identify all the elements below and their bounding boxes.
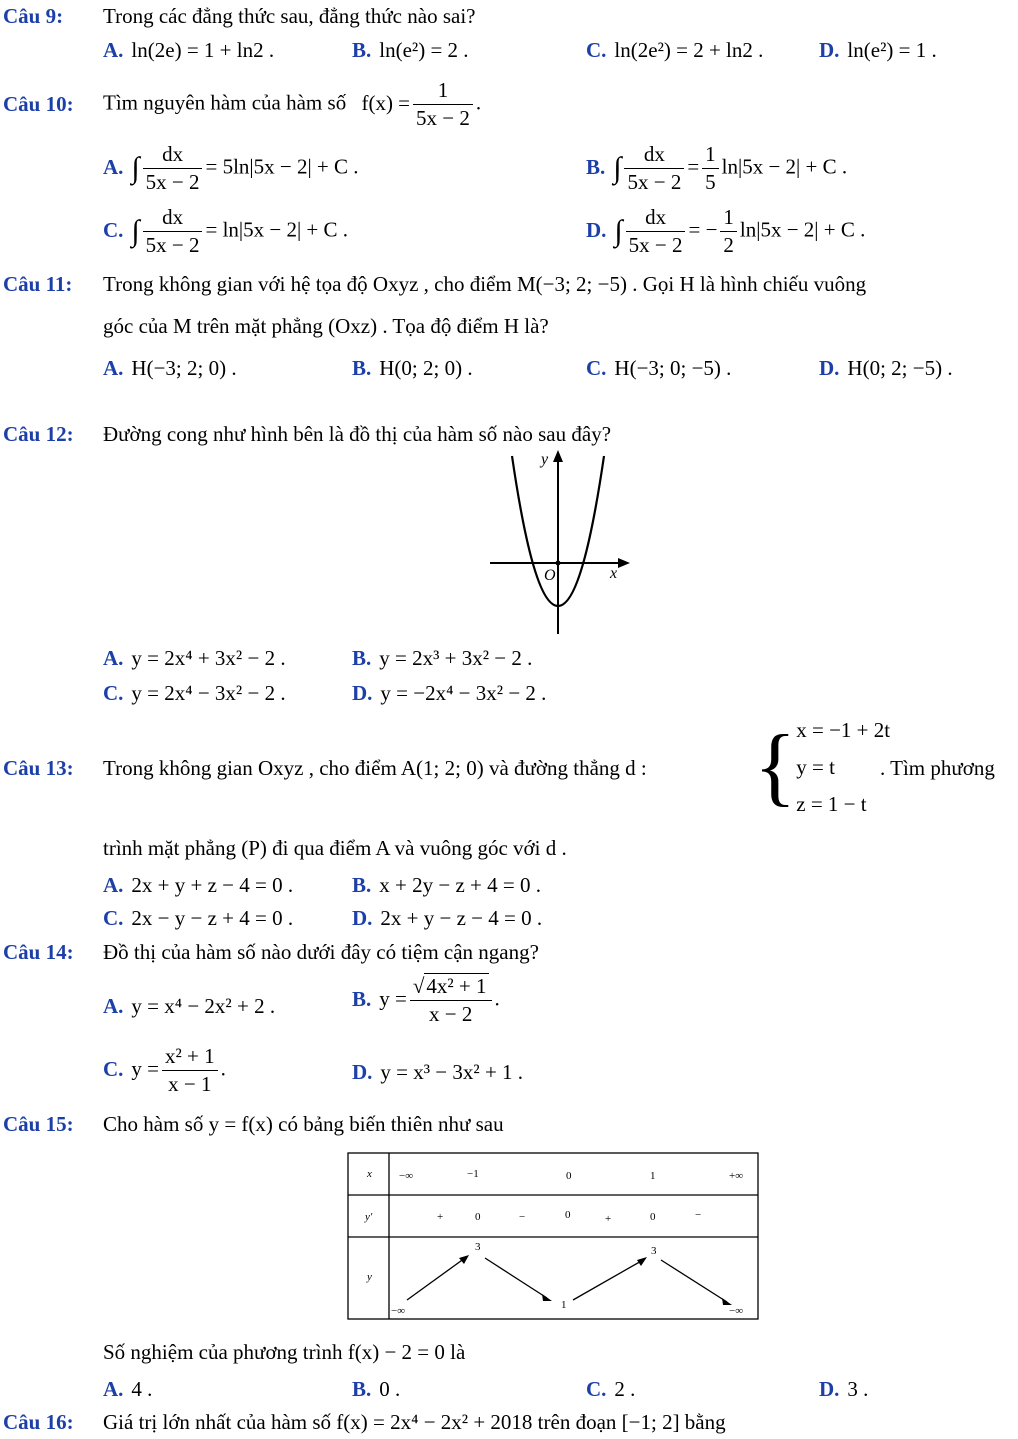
option-c: C. H(−3; 0; −5) . bbox=[586, 356, 732, 380]
question-stem: Đồ thị của hàm số nào dưới đây có tiệm cận ngang? bbox=[103, 940, 539, 964]
svg-text:0: 0 bbox=[650, 1211, 656, 1223]
origin-label: O bbox=[544, 567, 556, 584]
svg-text:−∞: −∞ bbox=[391, 1305, 406, 1317]
question-stem: Giá trị lớn nhất của hàm số f(x) = 2x⁴ − 2x² + 2018 trên đoạn [−1; 2] bằng bbox=[103, 1410, 726, 1434]
option-c: C. y = 2x⁴ − 3x² − 2 . bbox=[103, 681, 286, 705]
x-axis-arrow bbox=[618, 558, 630, 568]
origin-dot bbox=[556, 561, 561, 566]
svg-text:−: − bbox=[695, 1209, 702, 1221]
svg-text:0: 0 bbox=[565, 1209, 571, 1221]
question-number: Câu 9: bbox=[3, 4, 64, 28]
question-stem: Tìm nguyên hàm của hàm số f(x) = $\frac{1}{5x - 2}$ . bbox=[103, 78, 482, 131]
option-c: C. y = $\frac{\text{x² + 1}}{x - 1}$ . bbox=[103, 1044, 226, 1097]
question-number: Câu 16: bbox=[3, 1410, 74, 1434]
option-b: B. y = $\frac{\text{√4x² + 1}}{x - 2}$ . bbox=[352, 974, 500, 1027]
question-stem: Đường cong như hình bên là đồ thị của hàm số nào sau đây? bbox=[103, 422, 612, 446]
svg-text:1: 1 bbox=[561, 1299, 567, 1311]
svg-text:−∞: −∞ bbox=[729, 1305, 744, 1317]
option-c: C. 2x − y − z + 4 = 0 . bbox=[103, 906, 294, 930]
svg-text:+: + bbox=[437, 1211, 444, 1223]
option-a: A. y = x⁴ − 2x² + 2 . bbox=[103, 994, 276, 1018]
option-d: D. 2x + y − z − 4 = 0 . bbox=[352, 906, 543, 930]
option-b: B. y = 2x³ + 3x² − 2 . bbox=[352, 646, 533, 670]
option-a: A. H(−3; 2; 0) . bbox=[103, 356, 237, 380]
option-a: A. ln(2e) = 1 + ln2 . bbox=[103, 38, 275, 62]
question-stem: Cho hàm số y = f(x) có bảng biến thiên như sau bbox=[103, 1112, 504, 1136]
option-b: B. x + 2y − z + 4 = 0 . bbox=[352, 873, 541, 897]
option-d: D. H(0; 2; −5) . bbox=[819, 356, 953, 380]
question-stem-line-2: trình mặt phẳng (P) đi qua điểm A và vuông góc với d . bbox=[103, 836, 567, 860]
option-a: A. 2x + y + z − 4 = 0 . bbox=[103, 873, 294, 897]
y-head: y bbox=[367, 1271, 372, 1283]
svg-text:1: 1 bbox=[650, 1170, 656, 1182]
option-d: D. 3 . bbox=[819, 1377, 869, 1401]
question-number: Câu 15: bbox=[3, 1112, 74, 1136]
question-line: Số nghiệm của phương trình f(x) − 2 = 0 là bbox=[103, 1340, 466, 1364]
x-label: x bbox=[610, 565, 618, 582]
option-d: D. ln(e²) = 1 . bbox=[819, 38, 937, 62]
question-number: Câu 12: bbox=[3, 422, 74, 446]
question-stem-line-1: Trong không gian với hệ tọa độ Oxyz , cho điểm M(−3; 2; −5) . Gọi H là hình chiếu vuông bbox=[103, 272, 867, 296]
function-graph bbox=[484, 448, 634, 638]
option-b: B. ln(e²) = 2 . bbox=[352, 38, 469, 62]
line-system: { x = −1 + 2t y = t z = 1 − t bbox=[754, 718, 891, 816]
question-number: Câu 13: bbox=[3, 756, 74, 780]
option-c: C. ∫ $\frac{dx}{5x - 2}$ = ln|5x − 2| + C . bbox=[103, 205, 349, 258]
option-a: A. y = 2x⁴ + 3x² − 2 . bbox=[103, 646, 286, 670]
svg-text:3: 3 bbox=[651, 1245, 657, 1257]
option-b: B. ∫ $\frac{dx}{5x - 2}$ = $\frac{1}{5}$ ln|5x − 2| + C . bbox=[586, 142, 848, 195]
option-c: C. ln(2e²) = 2 + ln2 . bbox=[586, 38, 764, 62]
svg-text:3: 3 bbox=[475, 1241, 481, 1253]
svg-text:−: − bbox=[519, 1211, 526, 1223]
svg-text:0: 0 bbox=[475, 1211, 481, 1223]
option-c: C. 2 . bbox=[586, 1377, 636, 1401]
fraction: $\frac{1}{5x - 2}$ bbox=[413, 78, 473, 131]
option-d: D. ∫ $\frac{dx}{5x - 2}$ = − $\frac{1}{2}$ ln|5x − 2| + C . bbox=[586, 205, 866, 258]
svg-text:−1: −1 bbox=[467, 1168, 479, 1180]
question-number: Câu 14: bbox=[3, 940, 74, 964]
option-b: B. H(0; 2; 0) . bbox=[352, 356, 473, 380]
variation-table bbox=[347, 1152, 759, 1320]
question-stem: Trong không gian Oxyz , cho điểm A(1; 2; 0) và đường thẳng d : bbox=[103, 756, 647, 780]
option-a: A. ∫ $\frac{dx}{5x - 2}$ = 5ln|5x − 2| + C . bbox=[103, 142, 359, 195]
option-d: D. y = −2x⁴ − 3x² − 2 . bbox=[352, 681, 547, 705]
question-stem-line-2: góc của M trên mặt phẳng (Oxz) . Tọa độ điểm H là? bbox=[103, 314, 549, 338]
dy-head: y′ bbox=[365, 1211, 373, 1223]
question-stem-end: . Tìm phương bbox=[880, 756, 995, 780]
svg-text:+∞: +∞ bbox=[729, 1170, 744, 1182]
option-b: B. 0 . bbox=[352, 1377, 401, 1401]
svg-text:0: 0 bbox=[566, 1170, 572, 1182]
question-number: Câu 10: bbox=[3, 92, 74, 116]
option-d: D. y = x³ − 3x² + 1 . bbox=[352, 1060, 524, 1084]
x-head: x bbox=[367, 1168, 372, 1180]
y-axis-arrow bbox=[553, 450, 563, 462]
svg-text:−∞: −∞ bbox=[399, 1170, 414, 1182]
option-a: A. 4 . bbox=[103, 1377, 153, 1401]
question-stem: Trong các đẳng thức sau, đẳng thức nào sai? bbox=[103, 4, 476, 28]
svg-text:+: + bbox=[605, 1213, 612, 1225]
question-number: Câu 11: bbox=[3, 272, 73, 296]
y-label: y bbox=[541, 451, 549, 468]
